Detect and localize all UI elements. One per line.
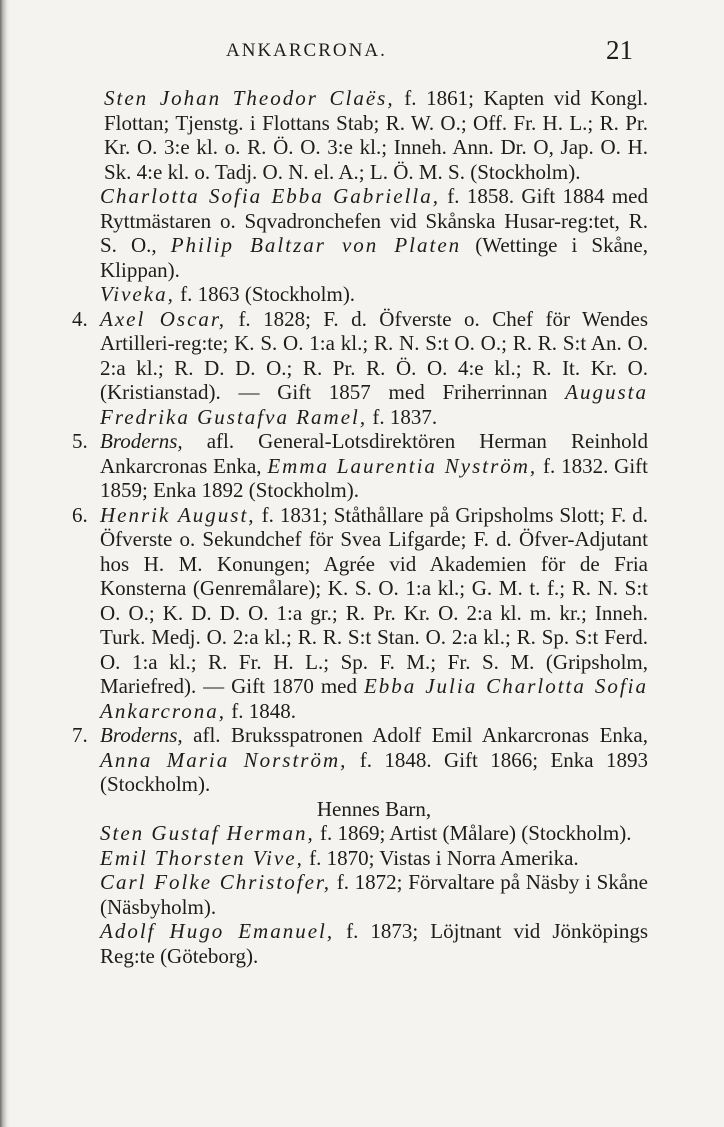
spouse-name: Ebba Julia Charlotta Sofia Ankarcrona,	[100, 674, 648, 723]
child-details: f. 1858. Gift 1884 med Ryttmästaren o. Sqvadronchefen vid Skånska Husar-reg:tet, R. S. O.,	[100, 184, 648, 257]
person-name: Axel Oscar,	[100, 306, 226, 331]
spouse-name: Augusta Fredrika Gustafva Ramel,	[100, 380, 648, 429]
child-name: Sten Gustaf Herman,	[100, 821, 315, 845]
child-name: Emil Thorsten Vive,	[100, 845, 304, 870]
person-details: afl. Bruksspatronen Adolf Emil Ankarcronas Enka,	[182, 723, 648, 747]
child-entry-viveka	[100, 282, 648, 307]
child-name: Sten Johan Theodor Claës,	[104, 86, 395, 110]
child-name: Viveka,	[100, 282, 175, 306]
child-entry-carl	[100, 870, 648, 919]
person-details-cont: f. 1837.	[367, 404, 438, 429]
child-entry-sten	[100, 86, 648, 184]
entry-number: 6.	[72, 502, 88, 527]
entry-number: 5.	[72, 429, 88, 453]
child-details: f. 1872; Förvaltare på Näsby i Skåne (Näsbyholm).	[100, 870, 648, 919]
entry-5	[72, 429, 648, 503]
child-details-cont: (Wettinge i Skåne, Klippan).	[100, 233, 649, 282]
page-binding-edge	[0, 0, 10, 1127]
child-name: Carl Folke Christofer,	[100, 870, 332, 894]
running-head: ANKARCRONA.	[226, 40, 387, 61]
entry-number: 7.	[72, 723, 88, 747]
entry-4	[72, 306, 648, 430]
child-details: f. 1861; Kapten vid Kongl. Flottan; Tjenstg. i Flottans Stab; R. W. O.; Off. Fr. H. L.; R. Pr. Kr. O. 3:e kl. o. R. Ö. O. 3:e kl.; Inneh. Ann. Dr. O, Jap. O. H. Sk. 4:e kl. o. Tadj. O. N. el. A.; L. Ö. M. S. (Stockholm).	[104, 86, 648, 184]
entry-6	[72, 502, 648, 724]
child-entry-charlotta	[100, 184, 648, 282]
child-details: f. 1870; Vistas i Norra Amerika.	[303, 845, 579, 870]
person-details-cont: f. 1848.	[226, 698, 297, 723]
person-name: Broderns,	[100, 723, 183, 747]
person-details: f. 1828; F. d. Öfverste o. Chef för Wendes Artilleri-reg:te; K. S. O. 1:a kl.; R. N. S:t O. O.; R. R. S:t An. O. 2:a kl.; R. D. D. O.; R. Pr. R. Ö. O. 4:e kl.; R. It. Kr. O. (Kristianstad). — Gift 1857 med Friherrinnan	[100, 306, 648, 404]
person-details-cont: f. 1832. Gift 1859; Enka 1892 (Stockholm).	[100, 453, 648, 502]
entry-7	[72, 723, 648, 797]
person-name: Broderns,	[100, 429, 183, 453]
spouse-name: Emma Laurentia Nyström,	[267, 453, 538, 478]
register-text	[72, 86, 649, 968]
person-details-cont: f. 1848. Gift 1866; Enka 1893 (Stockholm).	[100, 747, 648, 796]
person-details: afl. General-Lotsdirektören Herman Reinhold Ankarcronas Enka,	[100, 429, 648, 478]
spouse-name: Philip Baltzar von Platen	[170, 233, 462, 257]
spouse-name: Anna Maria Norström,	[100, 747, 348, 772]
person-name: Henrik August,	[100, 502, 256, 527]
person-details: f. 1831; Ståthållare på Gripsholms Slott; F. d. Öfverste o. Sekundchef för Svea Lifgarde; F. d. Öfver-Adjutant hos H. M. Konungen; Agrée vid Akademien för de Fria Konsterna (Genremålare); K. S. O. 1:a kl.; G. M. t. f.; R. N. S:t O. O.; K. D. D. O. 1:a gr.; R. Pr. Kr. O. 2:a kl. m. kr.; Inneh. Turk. Medj. O. 2:a kl.; R. R. S:t Stan. O. 2:a kl.; R. Sp. S:t Ferd. O. 1:a kl.; R. Fr. H. L.; Sp. F. M.; Fr. S. M. (Gripsholm, Mariefred). — Gift 1870 med	[100, 502, 648, 698]
child-name: Adolf Hugo Emanuel,	[100, 919, 335, 943]
children-heading: Hennes Barn,	[316, 796, 432, 821]
entry-number: 4.	[72, 306, 88, 331]
child-entry-sten-gustaf	[100, 821, 648, 846]
child-details: f. 1863 (Stockholm).	[174, 282, 356, 306]
child-details: f. 1869; Artist (Målare) (Stockholm).	[314, 821, 632, 845]
page-header	[0, 35, 724, 70]
child-name: Charlotta Sofia Ebba Gabriella,	[100, 184, 440, 208]
child-entry-adolf	[100, 919, 648, 968]
child-entry-emil	[100, 846, 648, 871]
child-details: f. 1873; Löjtnant vid Jönköpings Reg:te (Göteborg).	[100, 919, 649, 968]
page-number: 21	[606, 35, 633, 65]
